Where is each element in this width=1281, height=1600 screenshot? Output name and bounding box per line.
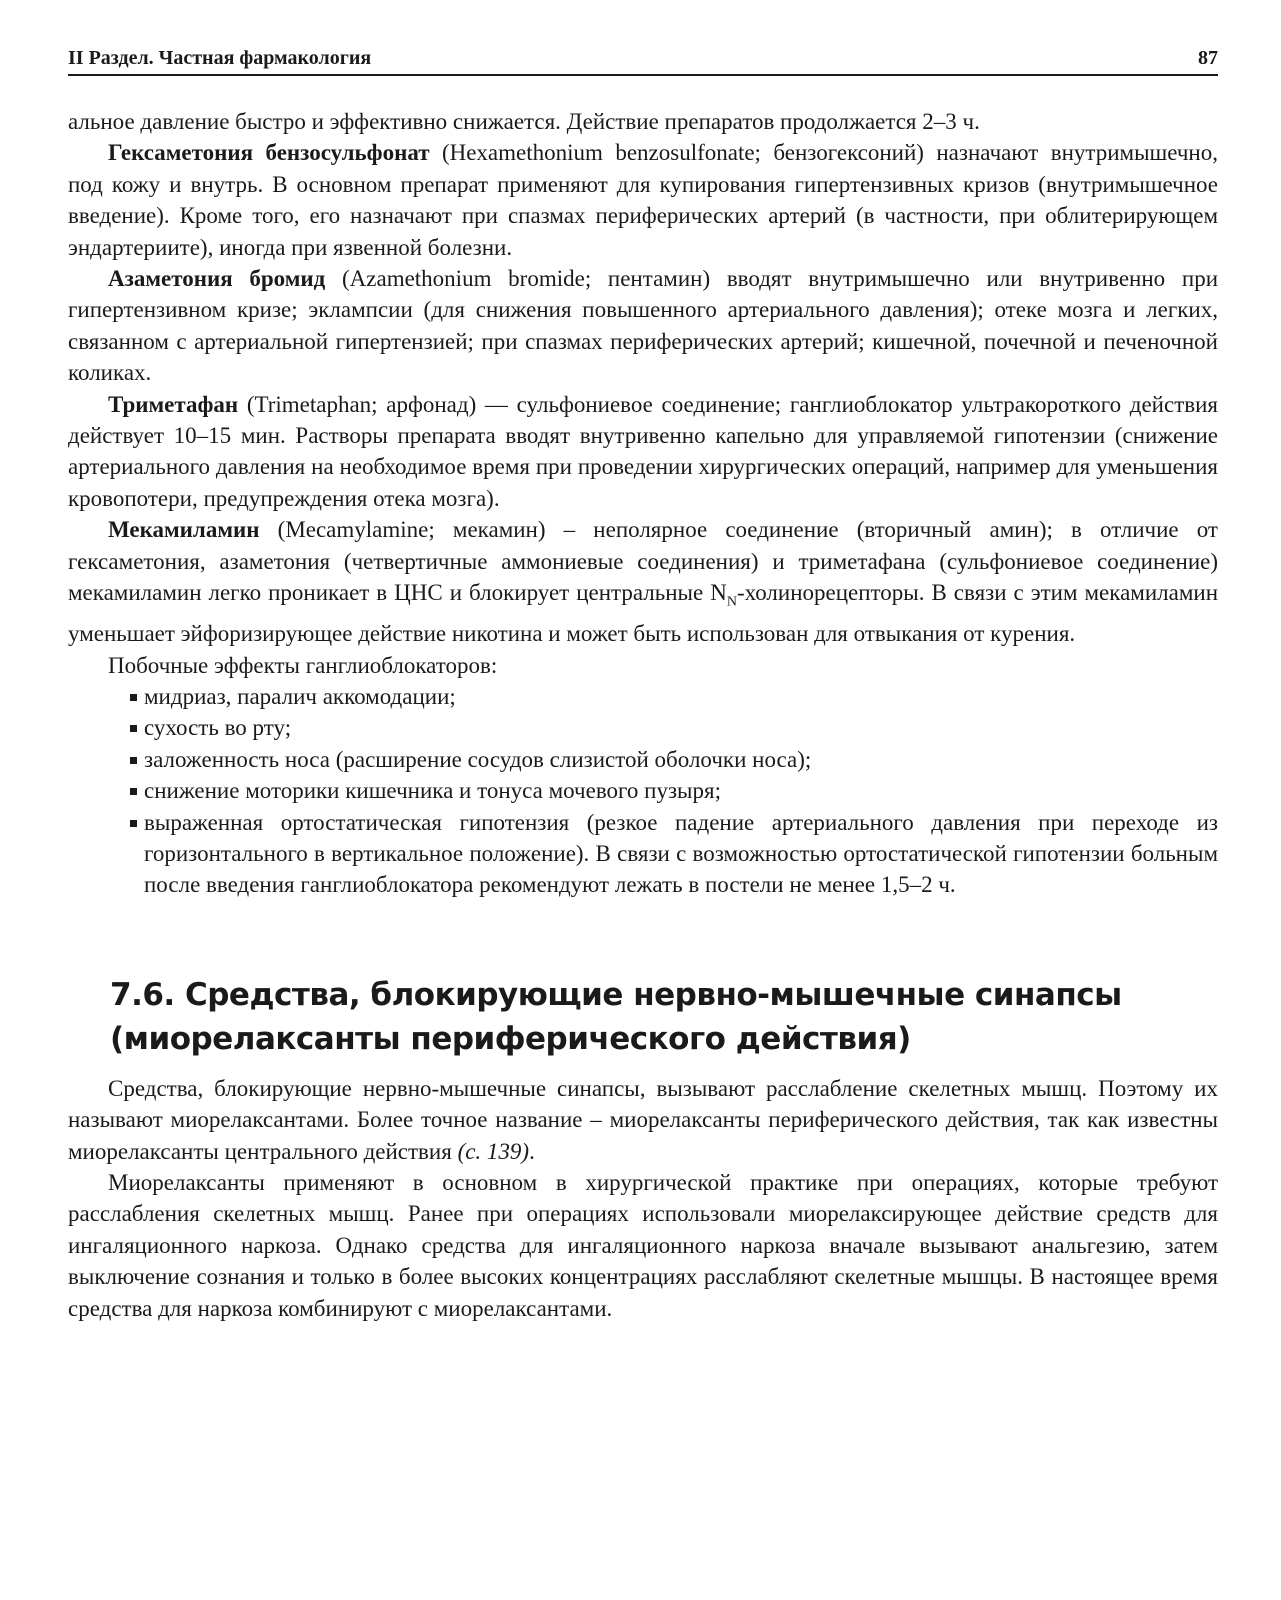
paragraph-continued [68, 106, 1218, 137]
page-reference: (с. 139) [457, 1138, 530, 1164]
list-item: заложенность носа (расширение сосудов слизистой оболочки носа); [128, 744, 1218, 775]
main-text [68, 106, 1218, 1324]
paragraph-hexamethonium [68, 137, 1218, 263]
list-item: выраженная ортостатическая гипотензия (резкое падение артериального давления при переходе из горизонтального в вертикальное положение). В связи с возможностью ортостатической гипотензии больным после введения ганглиоблокатора рекомендуют лежать в постели не менее 1,5–2 ч. [128, 807, 1218, 901]
paragraph-azamethonium [68, 263, 1218, 389]
book-page [68, 40, 1218, 1324]
list-item: снижение моторики кишечника и тонуса мочевого пузыря; [128, 775, 1218, 806]
paragraph-text: (Mecamylamine; мекамин) – неполярное соединение (вторичный амин); в отличие от гексаметония, азаметония (четвертичные аммониевые соединения) и триметафана (сульфониевое соединение) мекамиламин легко проникает в ЦНС и блокирует центральные N [68, 517, 1218, 606]
paragraph-text: Миорелаксанты применяют в основном в хирургической практике при операциях, которые требуют расслабления скелетных мышц. Ранее при операциях использовали миорелаксирующее действие средств для ингаляционного наркоза. Однако средства для ингаляционного наркоза вначале вызывают анальгезию, затем выключение сознания и только в более высоких концентрациях расслабляют скелетные мышцы. В настоящее время средства для наркоза комбинируют с миорелаксантами. [68, 1169, 1218, 1321]
paragraph-text: (Azamethonium bromide; пентамин) вводят внутримышечно или внутривенно при гипертензивном кризе; эклампсии (для снижения повышенного артериального давления); отеке мозга и легких, связанном с артериальной гипертензией; при спазмах периферических артерий; кишечной, почечной и печеночной коликах. [68, 266, 1218, 386]
list-item: сухость во рту; [128, 712, 1218, 743]
drug-name-hexamethonium: Гексаметония бензосульфонат [108, 140, 430, 166]
page-number: 87 [1198, 47, 1218, 69]
paragraph-text: (Hexamethonium benzosulfonate; бензогексоний) назначают внутримышечно, под кожу и внутрь. В основном препарат применяют для купирования гипертензивных кризов (внутримышечное введение). Кроме того, его назначают при спазмах периферических артерий (в частности, при облитерирующем эндартериите), иногда при язвенной болезни. [68, 140, 1218, 260]
running-header [68, 40, 1218, 76]
paragraph-trimetaphan [68, 389, 1218, 515]
list-item: мидриаз, паралич аккомодации; [128, 681, 1218, 712]
paragraph-section-usage [68, 1167, 1218, 1324]
paragraph-mecamylamine [68, 514, 1218, 649]
paragraph-text: Средства, блокирующие нервно-мышечные синапсы, вызывают расслабление скелетных мышц. Поэтому их называют миорелаксантами. Более точное название – миорелаксанты периферического действия, так как известны миорелаксанты центрального действия [68, 1075, 1218, 1164]
subscript: N [726, 594, 737, 610]
paragraph-text: -холинорецепторы. В связи с этим мекамиламин уменьшает эйфоризирующее действие никотина и может быть использован для отвыкания от курения. [68, 580, 1219, 647]
section-heading [110, 973, 1218, 1061]
paragraph-text: альное давление быстро и эффективно снижается. Действие препаратов продолжается 2–3 ч. [68, 109, 980, 134]
drug-name-azamethonium: Азаметония бромид [108, 266, 326, 292]
drug-name-mecamylamine: Мекамиламин [108, 517, 260, 543]
section-heading-line: (миорелаксанты периферического действия) [110, 1020, 911, 1057]
punctuation: . [529, 1138, 535, 1164]
paragraph-text: Побочные эффекты ганглиоблокаторов: [108, 652, 498, 678]
paragraph-text: (Trimetaphan; арфонад) — сульфониевое соединение; ганглиоблокатор ультракороткого действия действует 10–15 мин. Растворы препарата вводят внутривенно капельно для управляемой гипотензии (снижение артериального давления на необходимое время при проведении хирургических операций, например для уменьшения кровопотери, предупреждения отека мозга). [68, 391, 1218, 511]
side-effects-intro [68, 650, 1218, 681]
paragraph-section-intro [68, 1073, 1218, 1167]
section-heading-line: 7.6. Средства, блокирующие нервно-мышечные синапсы [110, 976, 1122, 1013]
section-body [68, 1073, 1218, 1324]
drug-name-trimetaphan: Триметафан [108, 391, 239, 417]
header-section-title: II Раздел. Частная фармакология [68, 47, 372, 69]
side-effects-list [68, 681, 1218, 901]
